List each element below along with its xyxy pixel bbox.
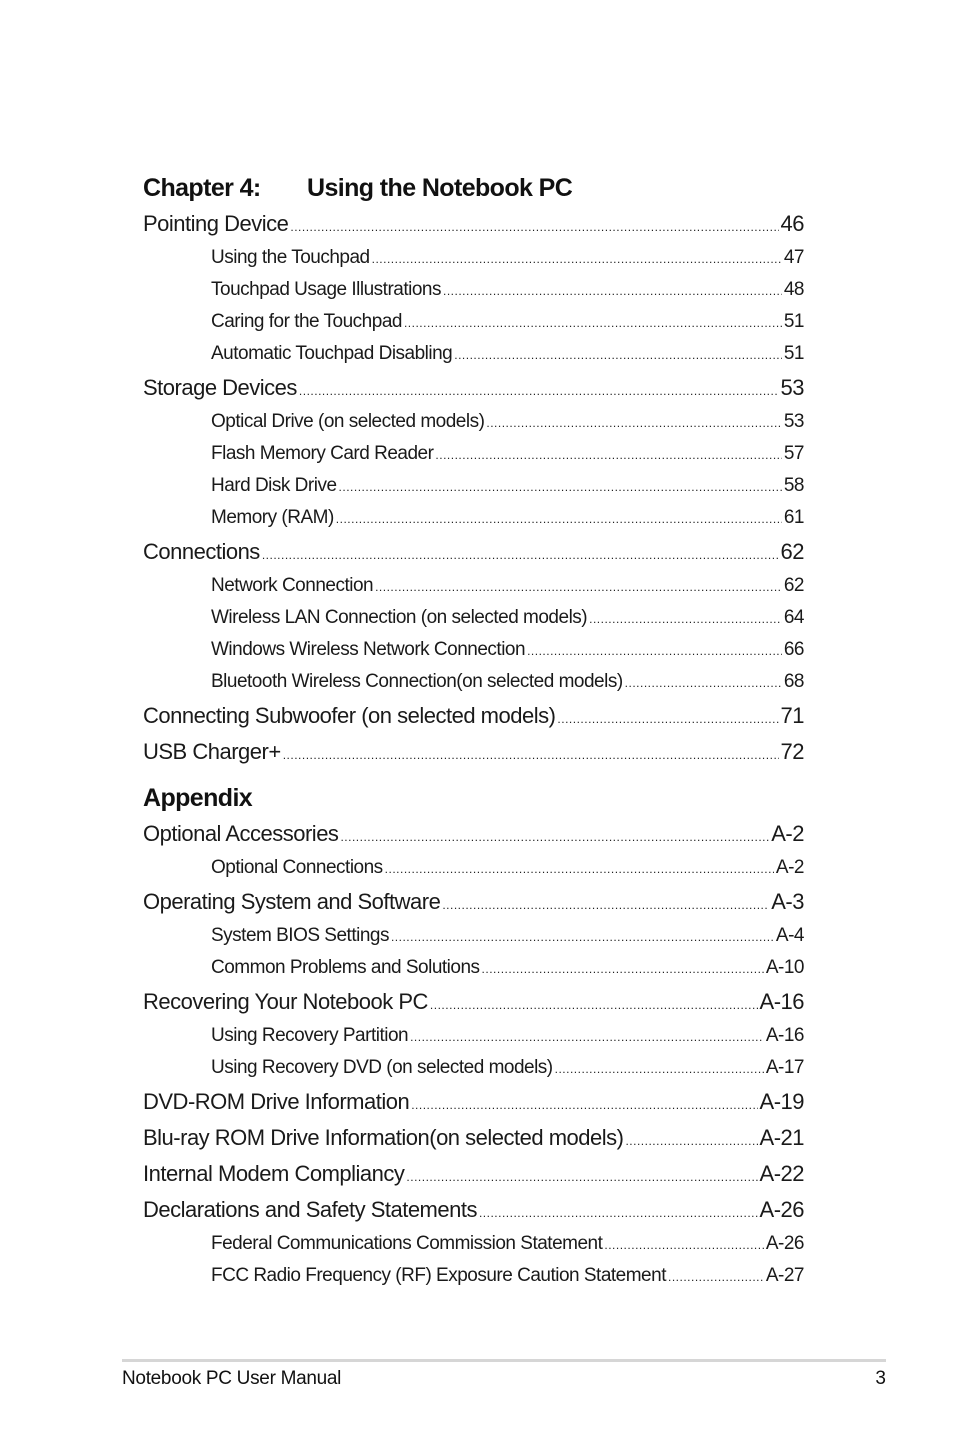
- toc-dot-leader: [479, 1195, 758, 1228]
- toc-entry-page: A-16: [765, 1025, 804, 1046]
- toc-entry-title: Using Recovery DVD (on selected models): [211, 1057, 553, 1078]
- toc-entry-page: A-19: [759, 1089, 804, 1114]
- toc-entry-title: System BIOS Settings: [211, 925, 389, 946]
- toc-entry-page: 51: [783, 311, 804, 332]
- toc-subsection-entry[interactable]: [143, 1052, 804, 1084]
- toc-entry-title: Optional Connections: [211, 857, 383, 878]
- toc-entry-title: Windows Wireless Network Connection: [211, 639, 526, 660]
- toc-dot-leader: [290, 209, 778, 242]
- toc-subsection-entry[interactable]: [143, 1228, 804, 1260]
- toc-subsection-entry[interactable]: [143, 920, 804, 952]
- toc-entry-page: 62: [780, 539, 804, 564]
- toc-entry-page: 46: [780, 211, 804, 236]
- toc-dot-leader: [404, 307, 782, 338]
- toc-entry-page: 68: [783, 671, 804, 692]
- toc-subsection-entry[interactable]: [143, 852, 804, 884]
- toc-entry-page: A-16: [759, 989, 804, 1014]
- toc-entry-page: A-3: [771, 889, 804, 914]
- toc-dot-leader: [299, 373, 779, 406]
- toc-entry-title: Touchpad Usage Illustrations: [211, 279, 441, 300]
- chapter-heading: [143, 170, 804, 206]
- toc-subsection-entry[interactable]: [143, 634, 804, 666]
- footer-page-number: 3: [875, 1368, 886, 1389]
- chapter-entries: [143, 206, 804, 770]
- toc-dot-leader: [406, 1159, 757, 1192]
- toc-entry-title: Connecting Subwoofer (on selected models): [143, 703, 556, 728]
- toc-entry-page: 47: [783, 247, 804, 268]
- toc-entry-page: 61: [783, 507, 804, 528]
- table-of-contents: [143, 170, 804, 1292]
- footer-divider: [122, 1359, 886, 1362]
- toc-entry-title: Federal Communications Commission Statement: [211, 1233, 603, 1254]
- toc-dot-leader: [340, 819, 769, 852]
- toc-entry-title: Automatic Touchpad Disabling: [211, 343, 453, 364]
- toc-entry-page: A-17: [765, 1057, 804, 1078]
- toc-dot-leader: [527, 635, 782, 666]
- toc-entry-title: FCC Radio Frequency (RF) Exposure Caution Statement: [211, 1265, 666, 1286]
- toc-subsection-entry[interactable]: [143, 570, 804, 602]
- toc-dot-leader: [668, 1261, 764, 1292]
- toc-entry-page: 72: [780, 739, 804, 764]
- toc-entry-page: A-26: [759, 1197, 804, 1222]
- toc-entry-page: 57: [783, 443, 804, 464]
- toc-dot-leader: [339, 471, 782, 502]
- toc-dot-leader: [486, 407, 781, 438]
- toc-entry-title: Network Connection: [211, 575, 374, 596]
- toc-subsection-entry[interactable]: [143, 602, 804, 634]
- toc-entry-title: Common Problems and Solutions: [211, 957, 480, 978]
- toc-entry-title: Memory (RAM): [211, 507, 334, 528]
- appendix-title: Appendix: [143, 783, 253, 812]
- toc-dot-leader: [430, 987, 758, 1020]
- toc-section-entry[interactable]: [143, 816, 804, 852]
- toc-entry-title: Storage Devices: [143, 375, 297, 400]
- toc-entry-title: Wireless LAN Connection (on selected models): [211, 607, 588, 628]
- toc-entry-title: Internal Modem Compliancy: [143, 1161, 405, 1186]
- toc-entry-page: A-22: [759, 1161, 804, 1186]
- toc-subsection-entry[interactable]: [143, 666, 804, 698]
- toc-entry-page: 66: [783, 639, 804, 660]
- toc-entry-title: Operating System and Software: [143, 889, 441, 914]
- toc-dot-leader: [262, 537, 779, 570]
- toc-subsection-entry[interactable]: [143, 438, 804, 470]
- toc-section-entry[interactable]: [143, 984, 804, 1020]
- toc-subsection-entry[interactable]: [143, 242, 804, 274]
- toc-entry-page: A-27: [765, 1265, 804, 1286]
- toc-section-entry[interactable]: [143, 1192, 804, 1228]
- footer-manual-title: Notebook PC User Manual: [122, 1368, 342, 1389]
- toc-dot-leader: [604, 1229, 763, 1260]
- toc-entry-page: 62: [783, 575, 804, 596]
- toc-entry-page: A-21: [759, 1125, 804, 1150]
- toc-entry-page: 64: [783, 607, 804, 628]
- toc-section-entry[interactable]: [143, 1084, 804, 1120]
- toc-entry-page: A-2: [775, 857, 804, 878]
- toc-entry-title: DVD-ROM Drive Information: [143, 1089, 410, 1114]
- toc-section-entry[interactable]: [143, 370, 804, 406]
- toc-dot-leader: [482, 953, 764, 984]
- appendix-heading: [143, 780, 804, 816]
- toc-section-entry[interactable]: [143, 734, 804, 770]
- toc-dot-leader: [625, 1123, 757, 1156]
- toc-entry-title: Pointing Device: [143, 211, 289, 236]
- toc-entry-page: 51: [783, 343, 804, 364]
- toc-entry-title: Connections: [143, 539, 260, 564]
- toc-entry-title: Optical Drive (on selected models): [211, 411, 485, 432]
- toc-subsection-entry[interactable]: [143, 502, 804, 534]
- toc-dot-leader: [589, 603, 782, 634]
- toc-subsection-entry[interactable]: [143, 952, 804, 984]
- toc-entry-page: 53: [783, 411, 804, 432]
- toc-section-entry[interactable]: [143, 884, 804, 920]
- toc-entry-title: USB Charger+: [143, 739, 281, 764]
- toc-entry-page: A-26: [765, 1233, 804, 1254]
- toc-entry-page: 58: [783, 475, 804, 496]
- toc-dot-leader: [336, 503, 782, 534]
- toc-entry-title: Blu-ray ROM Drive Information(on selected models): [143, 1125, 624, 1150]
- toc-entry-title: Using Recovery Partition: [211, 1025, 409, 1046]
- toc-subsection-entry[interactable]: [143, 406, 804, 438]
- toc-section-entry[interactable]: [143, 698, 804, 734]
- toc-subsection-entry[interactable]: [143, 306, 804, 338]
- toc-subsection-entry[interactable]: [143, 1020, 804, 1052]
- toc-subsection-entry[interactable]: [143, 274, 804, 306]
- toc-dot-leader: [435, 439, 781, 470]
- toc-dot-leader: [283, 737, 779, 770]
- toc-dot-leader: [443, 275, 782, 306]
- toc-entry-title: Bluetooth Wireless Connection(on selected models): [211, 671, 623, 692]
- toc-dot-leader: [410, 1021, 764, 1052]
- toc-dot-leader: [391, 921, 774, 952]
- toc-dot-leader: [372, 243, 782, 274]
- toc-dot-leader: [625, 667, 782, 698]
- toc-dot-leader: [557, 701, 778, 734]
- toc-entry-page: A-10: [765, 957, 804, 978]
- toc-entry-page: 48: [783, 279, 804, 300]
- toc-dot-leader: [555, 1053, 764, 1084]
- toc-entry-title: Flash Memory Card Reader: [211, 443, 434, 464]
- toc-entry-page: 71: [780, 703, 804, 728]
- toc-entry-title: Hard Disk Drive: [211, 475, 337, 496]
- toc-subsection-entry[interactable]: [143, 470, 804, 502]
- toc-section-entry[interactable]: [143, 206, 804, 242]
- toc-entry-page: A-4: [775, 925, 804, 946]
- toc-dot-leader: [411, 1087, 757, 1120]
- toc-entry-title: Optional Accessories: [143, 821, 339, 846]
- toc-dot-leader: [375, 571, 782, 602]
- toc-entry-title: Declarations and Safety Statements: [143, 1197, 477, 1222]
- toc-entry-title: Recovering Your Notebook PC: [143, 989, 428, 1014]
- toc-entry-page: 53: [780, 375, 804, 400]
- toc-dot-leader: [442, 887, 769, 920]
- toc-entry-page: A-2: [771, 821, 804, 846]
- toc-dot-leader: [454, 339, 782, 370]
- toc-subsection-entry[interactable]: [143, 1260, 804, 1292]
- toc-entry-title: Caring for the Touchpad: [211, 311, 402, 332]
- toc-entry-title: Using the Touchpad: [211, 247, 370, 268]
- toc-section-entry[interactable]: [143, 534, 804, 570]
- toc-subsection-entry[interactable]: [143, 338, 804, 370]
- appendix-entries: [143, 816, 804, 1292]
- toc-dot-leader: [385, 853, 774, 884]
- chapter-number: Chapter 4:: [143, 173, 261, 202]
- toc-section-entry[interactable]: [143, 1156, 804, 1192]
- chapter-title: Using the Notebook PC: [307, 173, 573, 202]
- toc-section-entry[interactable]: [143, 1120, 804, 1156]
